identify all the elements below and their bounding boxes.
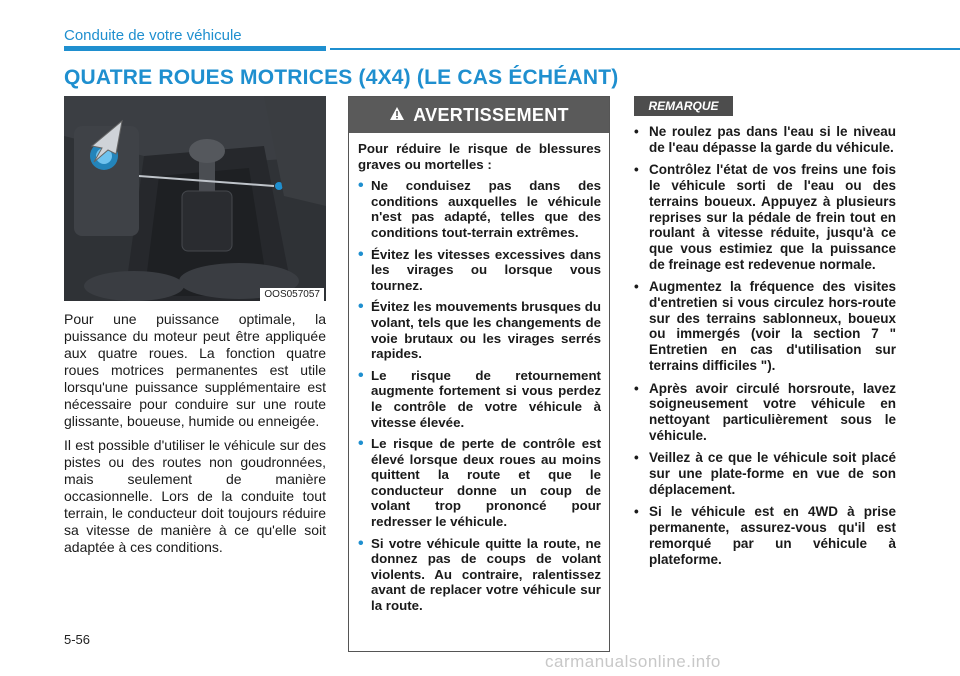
warning-list — [358, 178, 601, 613]
section-title: QUATRE ROUES MOTRICES (4X4) (LE CAS ÉCHÉANT) — [64, 66, 619, 89]
bullet-icon: • — [634, 279, 639, 295]
warning-item: • Évitez les mouvements brusques du volant, tels que les changements de voie brutaux ou les virages serrés rapides. — [358, 298, 601, 362]
remark-item: • Contrôlez l'état de vos freins une fois le véhicule sorti de l'eau ou des terrains boueux. Appuyez à plusieurs reprises sur la pédale de frein tout en roulant à vitesse réduite, jusqu'à ce que vous estimiez que la puissance de freinage est redevenue normale. — [634, 162, 896, 272]
warning-box — [348, 96, 610, 652]
remark-item: • Si le véhicule est en 4WD à prise permanente, assurez-vous qu'il est remorqué par un véhicule à plateforme. — [634, 504, 896, 567]
remark-list — [634, 124, 896, 574]
remark-item: • Après avoir circulé horsroute, lavez soigneusement votre véhicule en nettoyant particulièrement sous le véhicule. — [634, 380, 896, 443]
warning-intro: Pour réduire le risque de blessures graves ou mortelles : — [358, 141, 601, 172]
bullet-icon: • — [358, 177, 364, 195]
center-console-illustration — [64, 96, 326, 301]
body-paragraph: Il est possible d'utiliser le véhicule sur des pistes ou des routes non goudronnées, mais seulement de manière occasionnelle. Lors de la conduite tout terrain, le conducteur doit toujours réduire sa vitesse de manière à ce qu'elle soit adaptée à ces conditions. — [64, 437, 326, 555]
photo-code-label: OOS057057 — [260, 288, 324, 301]
warning-item: • Évitez les vitesses excessives dans les virages ou lorsque vous tournez. — [358, 245, 601, 293]
warning-item: • Si votre véhicule quitte la route, ne donnez pas de coups de volant violents. Au contraire, ralentissez avant de replacer votre véhicule sur la route. — [358, 534, 601, 614]
bullet-icon: • — [358, 435, 364, 453]
bullet-icon: • — [634, 162, 639, 178]
header-title: Conduite de votre véhicule — [64, 27, 242, 44]
warning-header — [349, 97, 609, 133]
bullet-icon: • — [634, 124, 639, 139]
remark-item: • Veillez à ce que le véhicule soit placé sur une plate-forme en vue de son déplacement. — [634, 450, 896, 497]
remark-item: • Augmentez la fréquence des visites d'entretien si vous circulez hors-route sur des terrains sablonneux, boueux ou immergés (voir la section 7 " Entretien en cas d'utilisation sur terrains difficiles "). — [634, 279, 896, 373]
header-rule-thin — [330, 48, 960, 50]
bullet-icon: • — [634, 504, 639, 520]
body-text — [64, 311, 326, 563]
remark-item: • Ne roulez pas dans l'eau si le niveau de l'eau dépasse la garde du véhicule. — [634, 124, 896, 155]
bullet-icon: • — [358, 534, 364, 552]
watermark: carmanualsonline.info — [545, 652, 721, 671]
bullet-icon: • — [358, 245, 364, 263]
header-rule-thick — [64, 46, 326, 51]
page-number: 5-56 — [64, 632, 91, 647]
body-paragraph: Pour une puissance optimale, la puissance du moteur peut être appliquée aux quatre roues. La fonction quatre roues motrices permanentes est utile lorsqu'une puissance supplémentaire est nécessaire pour conduire sur une route glissante, boueuse, humide ou enneigée. — [64, 311, 326, 429]
warning-item: • Le risque de retournement augmente fortement si vous perdez le contrôle de votre véhicule à vitesse élevée. — [358, 366, 601, 430]
bullet-icon: • — [634, 380, 639, 396]
bullet-icon: • — [358, 366, 364, 384]
warning-item: • Le risque de perte de contrôle est élevé lorsque deux roues au moins quittent la route et que le conducteur donne un coup de volant trop prononcé pour redresser le véhicule. — [358, 435, 601, 530]
bullet-icon: • — [358, 298, 364, 316]
remark-badge: REMARQUE — [634, 96, 733, 116]
bullet-icon: • — [634, 450, 639, 466]
warning-body — [349, 133, 609, 614]
warning-title: AVERTISSEMENT — [413, 104, 569, 125]
warning-item: • Ne conduisez pas dans des conditions auxquelles le véhicule n'est pas adapté, telles que des conditions tout-terrain extrêmes. — [358, 177, 601, 240]
warning-triangle-icon — [389, 105, 405, 126]
console-photo — [64, 96, 326, 301]
